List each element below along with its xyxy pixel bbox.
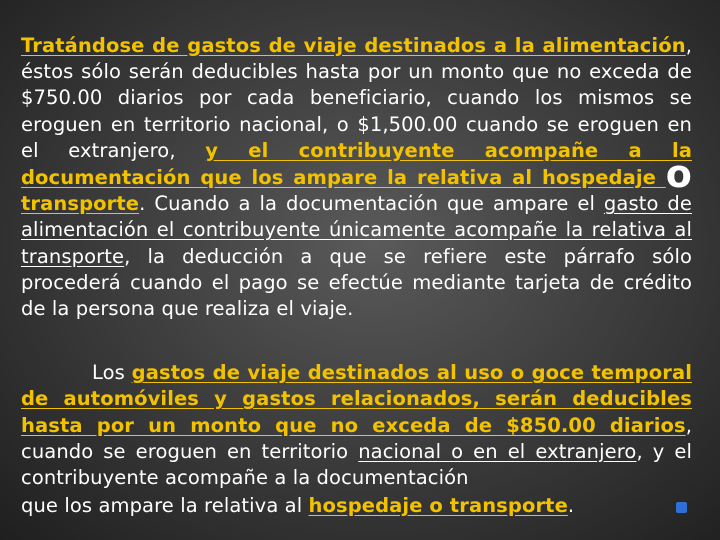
slide-body — [21, 33, 692, 519]
underlined-highlight: transporte — [21, 192, 140, 216]
body-text: . — [567, 494, 575, 518]
underlined-highlight: hospedaje o transporte — [308, 494, 568, 518]
paragraph-1 — [21, 33, 692, 322]
cut-off-line — [21, 493, 692, 519]
body-text: , y el contribuyente acompañe a la documentación — [21, 439, 692, 490]
underlined-text: gasto de alimentación el contribuyente únicamente acompañe la relativa al transporte — [21, 192, 693, 268]
body-text: que los ampare la relativa al — [21, 494, 309, 518]
body-text: , la deducción a que se refiere este párrafo sólo procederá cuando el pago se efectúe mediante tarjeta de crédito de la persona que realiza el viaje. — [21, 244, 692, 321]
underlined-highlight: gastos de viaje destinados al uso o goce temporal de automóviles y gastos relacionados, serán deducibles hasta por un monto que no exceda de $850.00 diarios — [21, 361, 692, 437]
slide-marker — [676, 502, 687, 513]
large-o-conjunction: o — [665, 152, 692, 197]
body-text: . Cuando a la documentación que ampare el — [139, 192, 604, 216]
paragraph-2 — [21, 360, 692, 491]
body-text: Los — [92, 361, 132, 385]
underlined-highlight: y el contribuyente acompañe a la documentación que los ampare la relativa al hospedaje — [21, 138, 692, 190]
underlined-highlight: Tratándose de gastos de viaje destinados a la alimentación — [21, 34, 686, 57]
body-text: , cuando se eroguen en territorio — [21, 413, 692, 463]
underlined-text: nacional o en el extranjero — [358, 439, 637, 463]
body-text: , éstos sólo serán deducibles hasta por un monto que no exceda de $750.00 diarios por cada beneficiario, cuando los mismos se eroguen en territorio nacional, o $1,500.00 cuando se eroguen en el extranjero, — [21, 34, 692, 162]
